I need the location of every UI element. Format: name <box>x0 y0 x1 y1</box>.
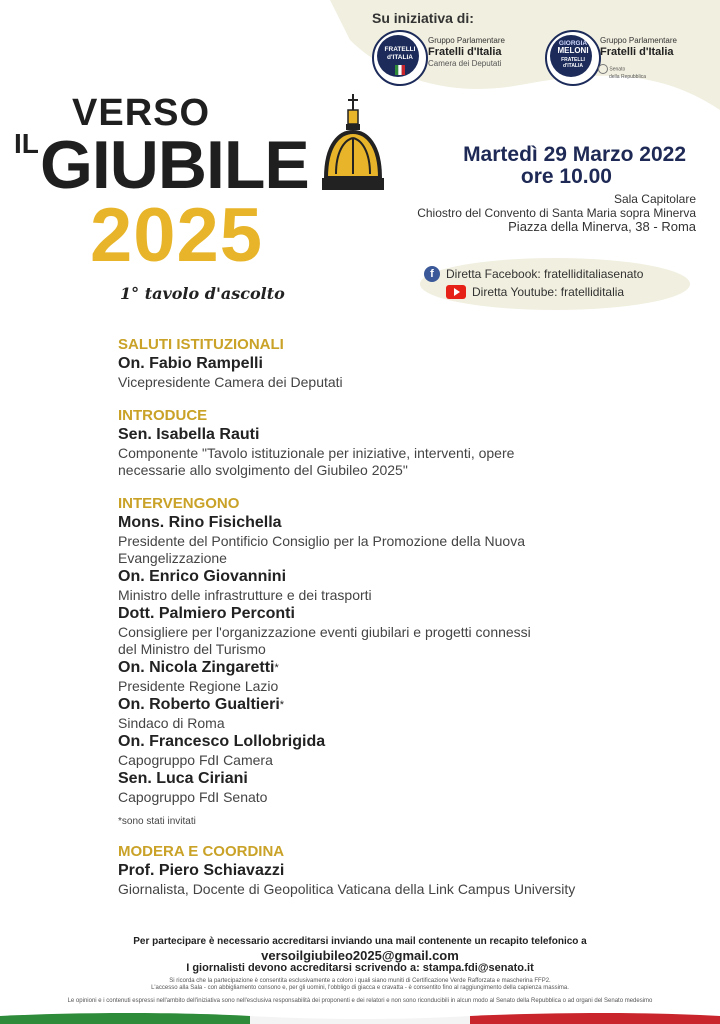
fratelli-ditalia-logo: FRATELLI d'ITALIA <box>372 30 428 86</box>
sponsor-title: Su iniziativa di: <box>372 10 474 26</box>
registration-text: Per partecipare è necessario accreditarsi inviando una mail contenente un recapito telefonico a <box>133 936 587 947</box>
modera-role: Giornalista, Docente di Geopolitica Vaticana della Link Campus University <box>118 881 576 897</box>
speaker-name: Dott. Palmiero Perconti <box>118 605 295 622</box>
speaker-name: On. Roberto Gualtieri* <box>118 696 285 713</box>
speaker-role: Capogruppo FdI Senato <box>118 789 268 805</box>
program <box>118 336 638 898</box>
facebook-link[interactable]: f Diretta Facebook: fratelliditaliasenato <box>424 266 643 282</box>
modera-name: Prof. Piero Schiavazzi <box>118 862 285 879</box>
youtube-icon <box>446 285 466 299</box>
speaker-role: Ministro delle infrastrutture e dei trasporti <box>118 587 372 603</box>
youtube-link[interactable]: Diretta Youtube: fratelliditalia <box>446 285 624 299</box>
speaker-role: Sindaco di Roma <box>118 715 225 731</box>
invited-note: *sono stati invitati <box>118 816 196 827</box>
saluti-role: Vicepresidente Camera dei Deputati <box>118 374 343 390</box>
event-date: Martedì 29 Marzo 2022 <box>463 143 686 166</box>
speaker-role: Capogruppo FdI Camera <box>118 752 273 768</box>
saluti-heading: SALUTI ISTITUZIONALI <box>118 336 284 353</box>
facebook-icon: f <box>424 266 440 282</box>
senato-emblem-icon <box>598 64 608 74</box>
speaker-role: Presidente del Pontificio Consiglio per la Promozione della Nuova <box>118 533 526 549</box>
headline-giubileo: GIUBILE <box>40 127 309 203</box>
press-registration: I giornalisti devono accreditarsi scrivendo a: stampa.fdi@senato.it <box>186 962 534 974</box>
senato-label: Senato della Repubblica <box>598 64 646 80</box>
event-venue: Sala Capitolare Chiostro del Convento di Santa Maria sopra Minerva Piazza della Minerva, 38 - Roma <box>417 192 696 234</box>
modera-heading: MODERA E COORDINA <box>118 843 285 860</box>
speaker-name: On. Francesco Lollobrigida <box>118 733 326 750</box>
headline-verso: VERSO <box>72 92 211 134</box>
headline-il: IL <box>14 128 39 159</box>
speaker-name: Mons. Rino Fisichella <box>118 514 282 531</box>
speaker-name: On. Enrico Giovannini <box>118 568 287 585</box>
left-group-block: Gruppo Parlamentare Fratelli d'Italia Camera dei Deputati <box>428 36 505 68</box>
fine-print: Si ricorda che la partecipazione è consentita esclusivamente a coloro i quali siano muniti di Certificazione Verde Rafforzata e mascherina FFP2. L'accesso alla Sala - con abbigliamento consono e, per gli uomini, l'obbligo di giacca e cravatta - è consentito fino al raggiungimento della capienza massima. <box>151 978 569 991</box>
giorgia-meloni-logo: GIORGIA MELONI FRATELLI d'ITALIA <box>545 30 601 86</box>
speaker-role-continued: del Ministro del Turismo <box>118 641 266 657</box>
disclaimer: Le opinioni e i contenuti espressi nell'ambito dell'iniziativa sono nell'esclusiva responsabilità dei proponenti e dei relatori e non sono riconducibili in alcun modo al Senato della Repubblica o ad organi del Senato medesimo <box>67 998 653 1004</box>
event-time: ore 10.00 <box>520 165 612 188</box>
speaker-name: Sen. Luca Ciriani <box>118 770 248 787</box>
introduce-heading: INTRODUCE <box>118 407 208 424</box>
intervengono-heading: INTERVENGONO <box>118 495 240 512</box>
dome-icon <box>318 94 388 204</box>
speaker-name: On. Nicola Zingaretti* <box>118 659 279 676</box>
headline-year: 2025 <box>90 193 264 278</box>
introduce-role-line2: necessarie allo svolgimento del Giubileo 2025" <box>118 462 408 478</box>
speaker-role: Consigliere per l'organizzazione eventi giubilari e progetti connessi <box>118 624 531 640</box>
speaker-list <box>118 513 638 806</box>
right-group-block: Gruppo Parlamentare Fratelli d'Italia <box>600 36 677 58</box>
speaker-role-continued: Evangelizzazione <box>118 550 227 566</box>
italian-flag-stripe <box>0 1010 720 1024</box>
registration-email[interactable]: versoilgiubileo2025@gmail.com <box>261 948 459 963</box>
saluti-name: On. Fabio Rampelli <box>118 355 263 372</box>
headline-subtitle: 1° tavolo d'ascolto <box>120 284 285 303</box>
speaker-role: Presidente Regione Lazio <box>118 678 279 694</box>
introduce-role-line1: Componente "Tavolo istituzionale per iniziative, interventi, opere <box>118 445 515 461</box>
introduce-name: Sen. Isabella Rauti <box>118 426 260 443</box>
